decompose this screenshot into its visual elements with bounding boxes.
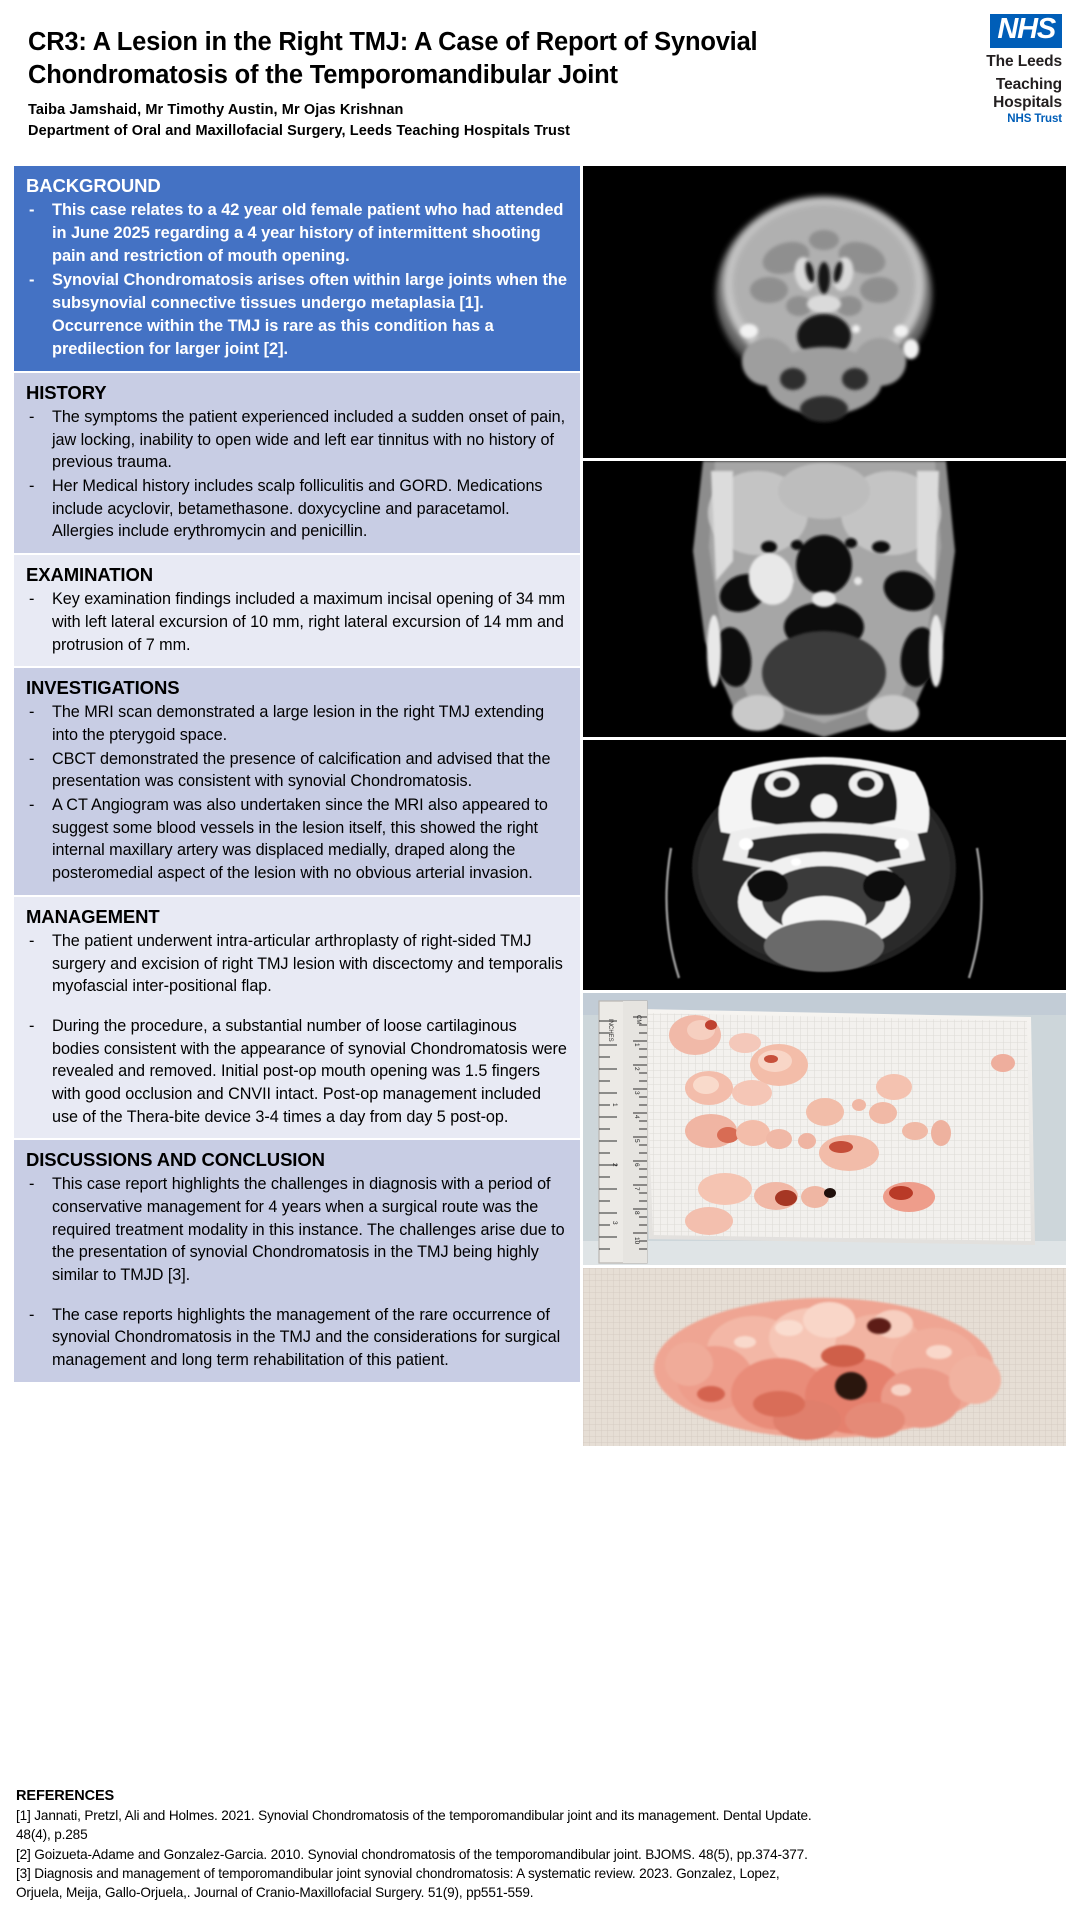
- references-heading: REFERENCES: [16, 1788, 115, 1804]
- svg-text:2: 2: [611, 1163, 618, 1167]
- list-item: - This case report highlights the challenges in diagnosis with a period of conservative management for 4 years when a surgical route was the required treatment modality in this instance. The challenges arise due to the presentation of synovial Chondromatosis in the TMJ being highly similar to TMJD [3].: [26, 1173, 568, 1286]
- reference-item: 48(4), p.285: [16, 1827, 88, 1843]
- list-item: - The MRI scan demonstrated a large lesion in the right TMJ extending into the pterygoid space.: [26, 701, 568, 746]
- list-item: - This case relates to a 42 year old female patient who had attended in June 2025 regarding a 4 year history of intermittent shooting pain and restriction of mouth opening.: [26, 199, 568, 268]
- section-investigations: [14, 668, 580, 895]
- svg-text:5: 5: [633, 1139, 640, 1143]
- section-heading: DISCUSSIONS AND CONCLUSION: [26, 1149, 325, 1171]
- svg-text:3: 3: [611, 1221, 618, 1225]
- section-bullet-list: [26, 930, 568, 1128]
- reference-item: [3] Diagnosis and management of temporomandibular joint synovial chondromatosis: A systematic review. 2023. Gonzalez, Lopez,: [16, 1865, 780, 1881]
- list-item: - During the procedure, a substantial number of loose cartilaginous bodies consistent with the appearance of synovial Chondromatosis were revealed and removed. Initial post-op mouth opening was 1.5 fingers with good occlusion and CNVII intact. Post-op management included use of the Thera-bite device 3-4 times a day from day 5 post-op.: [26, 1015, 568, 1128]
- svg-text:4: 4: [633, 1115, 640, 1119]
- figure-column: [583, 166, 1066, 1449]
- list-item: - Her Medical history includes scalp folliculitis and GORD. Medications include acyclovir, betamethasone. doxycycline and paracetamol. Allergies include erythromycin and penicillin.: [26, 475, 568, 543]
- list-item: - A CT Angiogram was also undertaken since the MRI also appeared to suggest some blood vessels in the lesion itself, this showed the right internal maxillary artery was displaced medially, draped along the posteromedial aspect of the lesion with no obvious arterial invasion.: [26, 794, 568, 885]
- section-bullet-list: [26, 1173, 568, 1371]
- section-history: [14, 373, 580, 553]
- fig-photo-specimen-cluster: [583, 1268, 1066, 1446]
- list-item: - CBCT demonstrated the presence of calcification and advised that the presentation was consistent with synovial Chondromatosis.: [26, 748, 568, 793]
- section-heading: INVESTIGATIONS: [26, 677, 180, 699]
- nhs-logo: [944, 14, 1062, 125]
- section-management: [14, 897, 580, 1139]
- section-bullet-list: [26, 701, 568, 884]
- title-block: [28, 26, 828, 142]
- trust-name-line1: The Leeds: [986, 52, 1062, 70]
- svg-text:INCHES: INCHES: [607, 1019, 613, 1042]
- mri-coronal-brain-image: [583, 166, 1066, 458]
- reference-item: [2] Goizueta-Adame and Gonzalez-Garcia. 2010. Synovial chondromatosis of the temporomandibular joint. BJOMS. 48(5), pp.374-377.: [16, 1846, 808, 1862]
- trust-name-line2: Teaching Hospitals: [993, 75, 1062, 111]
- department-line: Department of Oral and Maxillofacial Surgery, Leeds Teaching Hospitals Trust: [28, 123, 571, 140]
- svg-text:3: 3: [633, 1091, 640, 1095]
- list-item: - The symptoms the patient experienced included a sudden onset of pain, jaw locking, inability to open wide and left ear tinnitus with no history of previous trauma.: [26, 406, 568, 474]
- section-bullet-list: [26, 588, 568, 656]
- fig-mri-coronal-face: [583, 461, 1066, 737]
- content-column: [14, 166, 580, 1384]
- list-item: - Synovial Chondromatosis arises often within large joints when the subsynovial connective tissues undergo metaplasia [1]. Occurrence within the TMJ is rare as this condition has a predilection for larger joint [2].: [26, 269, 568, 361]
- svg-text:CM: CM: [635, 1015, 641, 1025]
- list-item: - The case reports highlights the management of the rare occurrence of synovial Chondromatosis in the TMJ and the considerations for surgical management and long term rehabilitation of this patient.: [26, 1304, 568, 1372]
- specimen-with-ruler-image: [583, 993, 1066, 1265]
- section-bullet-list: [26, 406, 568, 543]
- fig-ct-axial-angiogram: [583, 740, 1066, 990]
- svg-text:1: 1: [611, 1103, 618, 1107]
- fig-mri-coronal-brain: [583, 166, 1066, 458]
- svg-text:6: 6: [633, 1163, 640, 1167]
- mri-coronal-face-image: [583, 461, 1066, 737]
- section-heading: HISTORY: [26, 381, 107, 403]
- svg-text:1: 1: [633, 1043, 640, 1047]
- svg-text:8: 8: [633, 1211, 640, 1215]
- svg-text:2: 2: [633, 1067, 640, 1071]
- ct-axial-angiogram-image: [583, 740, 1066, 990]
- section-background: [14, 166, 580, 371]
- section-heading: BACKGROUND: [26, 175, 161, 196]
- section-heading: EXAMINATION: [26, 564, 154, 586]
- reference-item: [1] Jannati, Pretzl, Ali and Holmes. 2021. Synovial Chondromatosis of the temporomandibular joint and its management. Dental Update.: [16, 1808, 812, 1823]
- reference-item: Orjuela, Meija, Gallo-Orjuela,. Journal of Cranio-Maxillofacial Surgery. 51(9), pp551-559.: [16, 1885, 534, 1901]
- specimen-cluster-image: [583, 1268, 1066, 1446]
- list-item: - Key examination findings included a maximum incisal opening of 34 mm with left lateral excursion of 10 mm, right lateral excursion of 14 mm and protrusion of 7 mm.: [26, 588, 568, 656]
- fig-photo-loose-bodies-ruler: [583, 993, 1066, 1265]
- svg-text:7: 7: [633, 1187, 640, 1191]
- section-heading: MANAGEMENT: [26, 905, 160, 927]
- list-item: - The patient underwent intra-articular arthroplasty of right-sided TMJ surgery and excision of right TMJ lesion with discectomy and temporalis myofascial inter-positional flap.: [26, 930, 568, 998]
- section-discussion: [14, 1140, 580, 1382]
- references-section: [16, 1788, 1066, 1902]
- ruler-icon: [599, 1001, 647, 1263]
- section-bullet-list: [26, 199, 568, 361]
- svg-text:10: 10: [633, 1237, 640, 1245]
- author-list: Taiba Jamshaid, Mr Timothy Austin, Mr Ojas Krishnan: [28, 102, 404, 119]
- trust-subtitle: NHS Trust: [1007, 113, 1062, 126]
- section-examination: [14, 555, 580, 666]
- poster-header: [0, 0, 1080, 160]
- nhs-wordmark-icon: NHS: [990, 14, 1062, 48]
- page-title: CR3: A Lesion in the Right TMJ: A Case of Report of Synovial Chondromatosis of the Temporomandibular Joint: [28, 28, 758, 90]
